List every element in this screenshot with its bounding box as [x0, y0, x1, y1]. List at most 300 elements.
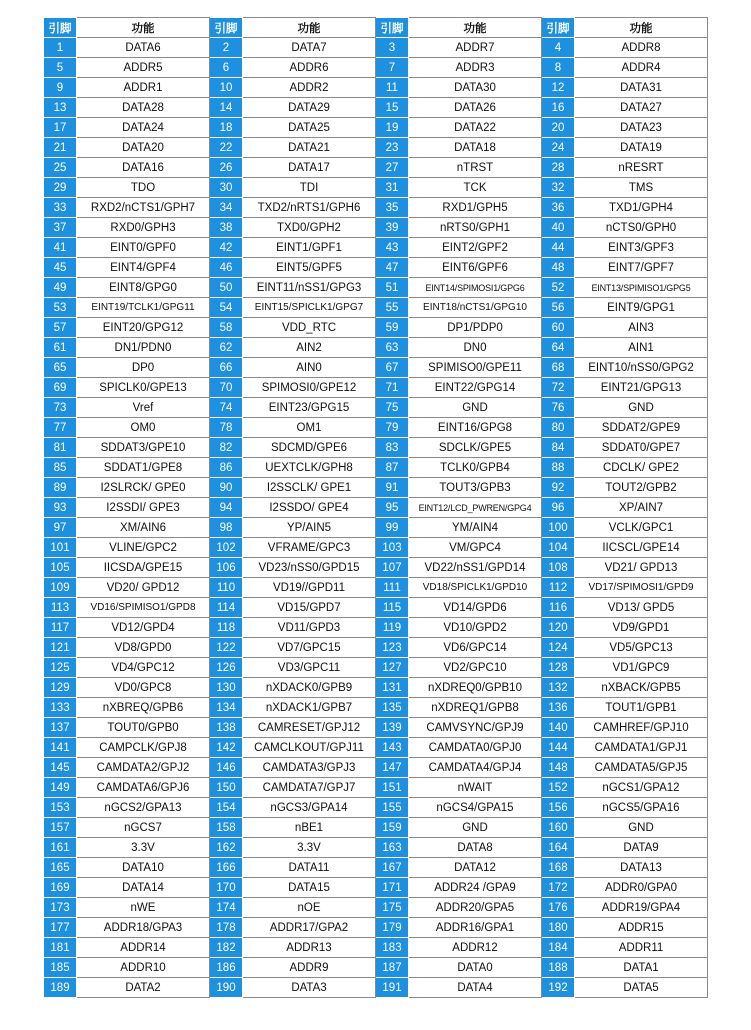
pin-number-cell: 82 — [210, 438, 243, 458]
pin-number-cell: 160 — [542, 818, 575, 838]
pin-number-cell: 145 — [44, 758, 77, 778]
pin-number-cell: 29 — [44, 178, 77, 198]
pin-number-cell: 90 — [210, 478, 243, 498]
pin-function-cell: nGCS1/GPA12 — [575, 778, 708, 798]
pin-number-cell: 102 — [210, 538, 243, 558]
pin-number-cell: 80 — [542, 418, 575, 438]
pin-number-cell: 138 — [210, 718, 243, 738]
table-row — [44, 98, 708, 118]
table-row — [44, 118, 708, 138]
pin-number-cell: 85 — [44, 458, 77, 478]
pin-function-cell: DATA12 — [409, 858, 542, 878]
pin-number-cell: 144 — [542, 738, 575, 758]
pin-function-cell: EINT12/LCD_PWREN/GPG4 — [409, 498, 542, 518]
pin-number-cell: 113 — [44, 598, 77, 618]
pin-number-cell: 74 — [210, 398, 243, 418]
pin-function-cell: CAMVSYNC/GPJ9 — [409, 718, 542, 738]
table-row — [44, 738, 708, 758]
pin-function-cell: 3.3V — [243, 838, 376, 858]
pin-function-cell: VCLK/GPC1 — [575, 518, 708, 538]
pin-function-cell: ADDR13 — [243, 938, 376, 958]
pin-number-cell: 121 — [44, 638, 77, 658]
pin-function-cell: EINT10/nSS0/GPG2 — [575, 358, 708, 378]
pin-function-cell: TCLK0/GPB4 — [409, 458, 542, 478]
table-row — [44, 658, 708, 678]
pin-function-cell: DN0 — [409, 338, 542, 358]
table-row — [44, 318, 708, 338]
function-header: 功能 — [409, 18, 542, 38]
table-row — [44, 38, 708, 58]
pin-number-cell: 130 — [210, 678, 243, 698]
pin-header: 引脚 — [44, 18, 77, 38]
pin-function-cell: nGCS3/GPA14 — [243, 798, 376, 818]
function-header: 功能 — [243, 18, 376, 38]
pin-function-cell: ADDR14 — [77, 938, 210, 958]
pin-function-cell: SPICLK0/GPE13 — [77, 378, 210, 398]
pin-function-cell: CAMDATA5/GPJ5 — [575, 758, 708, 778]
pin-function-cell: nWAIT — [409, 778, 542, 798]
table-row — [44, 638, 708, 658]
table-row — [44, 978, 708, 998]
pin-number-cell: 44 — [542, 238, 575, 258]
table-row — [44, 558, 708, 578]
pin-function-cell: SDCLK/GPE5 — [409, 438, 542, 458]
pin-number-cell: 111 — [376, 578, 409, 598]
pin-function-cell: VD17/SPIMOSI1/GPD9 — [575, 578, 708, 598]
pin-number-cell: 9 — [44, 78, 77, 98]
pin-function-cell: DATA21 — [243, 138, 376, 158]
pin-number-cell: 51 — [376, 278, 409, 298]
pin-number-cell: 167 — [376, 858, 409, 878]
pin-function-cell: ADDR16/GPA1 — [409, 918, 542, 938]
pin-function-cell: SDDAT2/GPE9 — [575, 418, 708, 438]
pin-function-cell: EINT20/GPG12 — [77, 318, 210, 338]
pin-function-cell: nCTS0/GPH0 — [575, 218, 708, 238]
function-header: 功能 — [575, 18, 708, 38]
pin-number-cell: 181 — [44, 938, 77, 958]
pin-function-cell: VD22/nSS1/GPD14 — [409, 558, 542, 578]
table-row — [44, 238, 708, 258]
pin-function-cell: I2SSDO/ GPE4 — [243, 498, 376, 518]
pin-number-cell: 7 — [376, 58, 409, 78]
pin-number-cell: 178 — [210, 918, 243, 938]
table-row — [44, 258, 708, 278]
pin-function-cell: DATA26 — [409, 98, 542, 118]
pin-number-cell: 163 — [376, 838, 409, 858]
pin-function-cell: VD2/GPC10 — [409, 658, 542, 678]
pin-function-cell: RXD1/GPH5 — [409, 198, 542, 218]
pin-function-cell: VFRAME/GPC3 — [243, 538, 376, 558]
pin-function-cell: DATA11 — [243, 858, 376, 878]
pin-function-cell: I2SSCLK/ GPE1 — [243, 478, 376, 498]
pin-function-cell: YM/AIN4 — [409, 518, 542, 538]
pin-function-cell: VD19//GPD11 — [243, 578, 376, 598]
pin-number-cell: 187 — [376, 958, 409, 978]
pin-number-cell: 24 — [542, 138, 575, 158]
pin-number-cell: 37 — [44, 218, 77, 238]
pin-number-cell: 4 — [542, 38, 575, 58]
pin-function-cell: VM/GPC4 — [409, 538, 542, 558]
pin-function-cell: VD0/GPC8 — [77, 678, 210, 698]
pin-number-cell: 71 — [376, 378, 409, 398]
pin-number-cell: 139 — [376, 718, 409, 738]
pin-function-cell: SPIMISO0/GPE11 — [409, 358, 542, 378]
pin-function-cell: RXD0/GPH3 — [77, 218, 210, 238]
pin-number-cell: 46 — [210, 258, 243, 278]
table-row — [44, 758, 708, 778]
pin-header: 引脚 — [542, 18, 575, 38]
pin-function-cell: DN1/PDN0 — [77, 338, 210, 358]
pin-function-cell: CAMPCLK/GPJ8 — [77, 738, 210, 758]
pin-function-cell: DATA22 — [409, 118, 542, 138]
pin-number-cell: 190 — [210, 978, 243, 998]
pin-number-cell: 133 — [44, 698, 77, 718]
pin-number-cell: 83 — [376, 438, 409, 458]
table-row — [44, 398, 708, 418]
pin-number-cell: 41 — [44, 238, 77, 258]
pin-function-cell: ADDR0/GPA0 — [575, 878, 708, 898]
pin-number-cell: 67 — [376, 358, 409, 378]
pin-number-cell: 92 — [542, 478, 575, 498]
table-row — [44, 138, 708, 158]
pin-function-cell: nRESRT — [575, 158, 708, 178]
pin-number-cell: 148 — [542, 758, 575, 778]
pin-function-cell: EINT0/GPF0 — [77, 238, 210, 258]
table-row — [44, 838, 708, 858]
pin-number-cell: 132 — [542, 678, 575, 698]
pin-function-cell: CAMDATA2/GPJ2 — [77, 758, 210, 778]
pin-number-cell: 165 — [44, 858, 77, 878]
pin-function-cell: DATA27 — [575, 98, 708, 118]
pin-function-cell: CDCLK/ GPE2 — [575, 458, 708, 478]
pin-number-cell: 62 — [210, 338, 243, 358]
table-row — [44, 878, 708, 898]
pin-number-cell: 158 — [210, 818, 243, 838]
pin-function-cell: nXDACK1/GPB7 — [243, 698, 376, 718]
table-row — [44, 418, 708, 438]
pin-number-cell: 33 — [44, 198, 77, 218]
pin-function-cell: VD16/SPIMISO1/GPD8 — [77, 598, 210, 618]
pin-function-cell: DATA0 — [409, 958, 542, 978]
pin-number-cell: 154 — [210, 798, 243, 818]
pin-number-cell: 103 — [376, 538, 409, 558]
pin-function-cell: DATA9 — [575, 838, 708, 858]
pin-function-cell: VD13/ GPD5 — [575, 598, 708, 618]
pin-number-cell: 45 — [44, 258, 77, 278]
pin-function-cell: VD9/GPD1 — [575, 618, 708, 638]
pin-number-cell: 150 — [210, 778, 243, 798]
pin-number-cell: 170 — [210, 878, 243, 898]
pin-number-cell: 14 — [210, 98, 243, 118]
pin-number-cell: 112 — [542, 578, 575, 598]
pin-function-cell: EINT1/GPF1 — [243, 238, 376, 258]
pin-function-cell: ADDR11 — [575, 938, 708, 958]
pin-function-cell: VD15/GPD7 — [243, 598, 376, 618]
pin-header: 引脚 — [210, 18, 243, 38]
pin-function-cell: DATA5 — [575, 978, 708, 998]
pin-function-cell: ADDR18/GPA3 — [77, 918, 210, 938]
pin-number-cell: 108 — [542, 558, 575, 578]
pin-number-cell: 39 — [376, 218, 409, 238]
pin-function-cell: VD12/GPD4 — [77, 618, 210, 638]
pin-function-cell: XM/AIN6 — [77, 518, 210, 538]
pin-number-cell: 28 — [542, 158, 575, 178]
pin-function-cell: VD7/GPC15 — [243, 638, 376, 658]
table-row — [44, 58, 708, 78]
pin-function-cell: TDO — [77, 178, 210, 198]
pin-number-cell: 16 — [542, 98, 575, 118]
pin-function-cell: EINT5/GPF5 — [243, 258, 376, 278]
pin-function-cell: CAMCLKOUT/GPJ11 — [243, 738, 376, 758]
pin-function-cell: UEXTCLK/GPH8 — [243, 458, 376, 478]
pin-number-cell: 42 — [210, 238, 243, 258]
pin-function-cell: GND — [409, 818, 542, 838]
pin-number-cell: 78 — [210, 418, 243, 438]
pin-function-cell: DATA6 — [77, 38, 210, 58]
pin-function-cell: nXDREQ1/GPB8 — [409, 698, 542, 718]
pin-number-cell: 124 — [542, 638, 575, 658]
function-header: 功能 — [77, 18, 210, 38]
pin-number-cell: 66 — [210, 358, 243, 378]
pin-function-cell: DATA29 — [243, 98, 376, 118]
pin-function-cell: VD10/GPD2 — [409, 618, 542, 638]
pin-number-cell: 65 — [44, 358, 77, 378]
table-row — [44, 478, 708, 498]
pin-function-cell: EINT9/GPG1 — [575, 298, 708, 318]
table-row — [44, 158, 708, 178]
pin-function-cell: nBE1 — [243, 818, 376, 838]
pin-function-cell: EINT3/GPF3 — [575, 238, 708, 258]
pin-function-cell: EINT4/GPF4 — [77, 258, 210, 278]
pin-function-cell: DATA31 — [575, 78, 708, 98]
pin-number-cell: 36 — [542, 198, 575, 218]
pin-number-cell: 117 — [44, 618, 77, 638]
table-row — [44, 618, 708, 638]
pin-number-cell: 177 — [44, 918, 77, 938]
pin-number-cell: 109 — [44, 578, 77, 598]
pin-number-cell: 176 — [542, 898, 575, 918]
pin-function-cell: EINT23/GPG15 — [243, 398, 376, 418]
pin-function-cell: EINT11/nSS1/GPG3 — [243, 278, 376, 298]
table-row — [44, 678, 708, 698]
pin-function-cell: EINT21/GPG13 — [575, 378, 708, 398]
table-row — [44, 498, 708, 518]
pin-function-cell: AIN1 — [575, 338, 708, 358]
pin-function-cell: EINT19/TCLK1/GPG11 — [77, 298, 210, 318]
pin-function-cell: AIN0 — [243, 358, 376, 378]
pin-number-cell: 8 — [542, 58, 575, 78]
pin-function-cell: CAMDATA3/GPJ3 — [243, 758, 376, 778]
pin-number-cell: 97 — [44, 518, 77, 538]
pin-number-cell: 127 — [376, 658, 409, 678]
pin-function-cell: TOUT0/GPB0 — [77, 718, 210, 738]
pin-number-cell: 25 — [44, 158, 77, 178]
table-row — [44, 518, 708, 538]
pin-function-cell: ADDR17/GPA2 — [243, 918, 376, 938]
pin-function-cell: DATA23 — [575, 118, 708, 138]
pin-number-cell: 185 — [44, 958, 77, 978]
pin-number-cell: 87 — [376, 458, 409, 478]
pin-function-cell: TXD2/nRTS1/GPH6 — [243, 198, 376, 218]
pin-function-cell: EINT6/GPF6 — [409, 258, 542, 278]
pin-number-cell: 140 — [542, 718, 575, 738]
pin-number-cell: 100 — [542, 518, 575, 538]
pin-function-cell: EINT18/nCTS1/GPG10 — [409, 298, 542, 318]
pin-function-cell: OM0 — [77, 418, 210, 438]
pin-function-cell: OM1 — [243, 418, 376, 438]
pin-number-cell: 30 — [210, 178, 243, 198]
pin-number-cell: 182 — [210, 938, 243, 958]
pin-number-cell: 115 — [376, 598, 409, 618]
pin-number-cell: 191 — [376, 978, 409, 998]
pin-function-cell: VD4/GPC12 — [77, 658, 210, 678]
pin-function-cell: AIN3 — [575, 318, 708, 338]
pin-number-cell: 6 — [210, 58, 243, 78]
pin-number-cell: 13 — [44, 98, 77, 118]
pin-number-cell: 137 — [44, 718, 77, 738]
pin-function-cell: DATA19 — [575, 138, 708, 158]
pin-number-cell: 19 — [376, 118, 409, 138]
pin-function-cell: SDDAT1/GPE8 — [77, 458, 210, 478]
table-row — [44, 178, 708, 198]
pin-function-cell: TXD1/GPH4 — [575, 198, 708, 218]
pin-number-cell: 153 — [44, 798, 77, 818]
pin-function-cell: DATA24 — [77, 118, 210, 138]
pin-function-cell: EINT16/GPG8 — [409, 418, 542, 438]
pin-number-cell: 134 — [210, 698, 243, 718]
pin-function-cell: IICSCL/GPE14 — [575, 538, 708, 558]
pin-number-cell: 142 — [210, 738, 243, 758]
pin-function-cell: ADDR20/GPA5 — [409, 898, 542, 918]
pin-function-cell: TOUT3/GPB3 — [409, 478, 542, 498]
pin-number-cell: 55 — [376, 298, 409, 318]
pin-function-cell: nRTS0/GPH1 — [409, 218, 542, 238]
pin-function-cell: TCK — [409, 178, 542, 198]
table-row — [44, 338, 708, 358]
pin-function-cell: ADDR5 — [77, 58, 210, 78]
pin-function-cell: nGCS7 — [77, 818, 210, 838]
pin-number-cell: 171 — [376, 878, 409, 898]
pin-number-cell: 73 — [44, 398, 77, 418]
pin-number-cell: 169 — [44, 878, 77, 898]
pin-number-cell: 101 — [44, 538, 77, 558]
pin-number-cell: 72 — [542, 378, 575, 398]
table-row — [44, 718, 708, 738]
pin-number-cell: 91 — [376, 478, 409, 498]
pin-number-cell: 166 — [210, 858, 243, 878]
pin-number-cell: 126 — [210, 658, 243, 678]
pin-number-cell: 34 — [210, 198, 243, 218]
pin-function-cell: IICSDA/GPE15 — [77, 558, 210, 578]
pin-function-cell: CAMDATA6/GPJ6 — [77, 778, 210, 798]
pin-function-cell: CAMDATA4/GPJ4 — [409, 758, 542, 778]
pin-function-cell: CAMDATA7/GPJ7 — [243, 778, 376, 798]
pin-function-cell: DP0 — [77, 358, 210, 378]
pin-number-cell: 23 — [376, 138, 409, 158]
pin-number-cell: 95 — [376, 498, 409, 518]
pin-function-cell: I2SSDI/ GPE3 — [77, 498, 210, 518]
pin-function-cell: ADDR6 — [243, 58, 376, 78]
pin-function-cell: SDDAT0/GPE7 — [575, 438, 708, 458]
pin-function-cell: VD1/GPC9 — [575, 658, 708, 678]
pin-function-cell: VD23/nSS0/GPD15 — [243, 558, 376, 578]
pin-number-cell: 70 — [210, 378, 243, 398]
pin-function-cell: CAMHREF/GPJ10 — [575, 718, 708, 738]
pin-number-cell: 188 — [542, 958, 575, 978]
pin-number-cell: 179 — [376, 918, 409, 938]
pin-function-cell: ADDR1 — [77, 78, 210, 98]
pin-function-cell: DATA15 — [243, 878, 376, 898]
pin-number-cell: 135 — [376, 698, 409, 718]
pin-number-cell: 162 — [210, 838, 243, 858]
pin-function-cell: VD21/ GPD13 — [575, 558, 708, 578]
pin-function-cell: 3.3V — [77, 838, 210, 858]
pin-number-cell: 141 — [44, 738, 77, 758]
pin-number-cell: 60 — [542, 318, 575, 338]
pin-function-cell: DATA7 — [243, 38, 376, 58]
pin-number-cell: 149 — [44, 778, 77, 798]
pin-number-cell: 35 — [376, 198, 409, 218]
pin-number-cell: 31 — [376, 178, 409, 198]
pin-number-cell: 173 — [44, 898, 77, 918]
pin-number-cell: 5 — [44, 58, 77, 78]
table-row — [44, 198, 708, 218]
pin-number-cell: 125 — [44, 658, 77, 678]
pin-function-cell: DATA8 — [409, 838, 542, 858]
pin-number-cell: 1 — [44, 38, 77, 58]
pin-function-cell: nOE — [243, 898, 376, 918]
pin-function-cell: VD11/GPD3 — [243, 618, 376, 638]
pin-number-cell: 110 — [210, 578, 243, 598]
pin-function-cell: CAMDATA0/GPJ0 — [409, 738, 542, 758]
pin-function-cell: GND — [575, 818, 708, 838]
pin-number-cell: 75 — [376, 398, 409, 418]
pin-function-cell: DATA16 — [77, 158, 210, 178]
pin-number-cell: 12 — [542, 78, 575, 98]
pin-function-cell: Vref — [77, 398, 210, 418]
pin-function-cell: ADDR3 — [409, 58, 542, 78]
pin-number-cell: 123 — [376, 638, 409, 658]
table-row — [44, 218, 708, 238]
pin-number-cell: 64 — [542, 338, 575, 358]
pin-function-cell: nTRST — [409, 158, 542, 178]
pin-function-cell: ADDR2 — [243, 78, 376, 98]
pin-function-cell: VD18/SPICLK1/GPD10 — [409, 578, 542, 598]
pin-function-cell: DATA18 — [409, 138, 542, 158]
pin-number-cell: 27 — [376, 158, 409, 178]
pin-number-cell: 122 — [210, 638, 243, 658]
pin-function-cell: ADDR4 — [575, 58, 708, 78]
pin-number-cell: 21 — [44, 138, 77, 158]
pin-function-cell: VLINE/GPC2 — [77, 538, 210, 558]
pin-function-cell: I2SLRCK/ GPE0 — [77, 478, 210, 498]
pin-number-cell: 116 — [542, 598, 575, 618]
pin-number-cell: 81 — [44, 438, 77, 458]
pin-number-cell: 119 — [376, 618, 409, 638]
pin-number-cell: 129 — [44, 678, 77, 698]
pin-function-cell: TOUT1/GPB1 — [575, 698, 708, 718]
pin-header: 引脚 — [376, 18, 409, 38]
pin-number-cell: 22 — [210, 138, 243, 158]
pin-function-cell: TXD0/GPH2 — [243, 218, 376, 238]
pin-number-cell: 54 — [210, 298, 243, 318]
pin-number-cell: 61 — [44, 338, 77, 358]
pin-function-cell: VD8/GPD0 — [77, 638, 210, 658]
pin-number-cell: 38 — [210, 218, 243, 238]
pin-number-cell: 15 — [376, 98, 409, 118]
pin-number-cell: 180 — [542, 918, 575, 938]
pin-function-cell: VD6/GPC14 — [409, 638, 542, 658]
